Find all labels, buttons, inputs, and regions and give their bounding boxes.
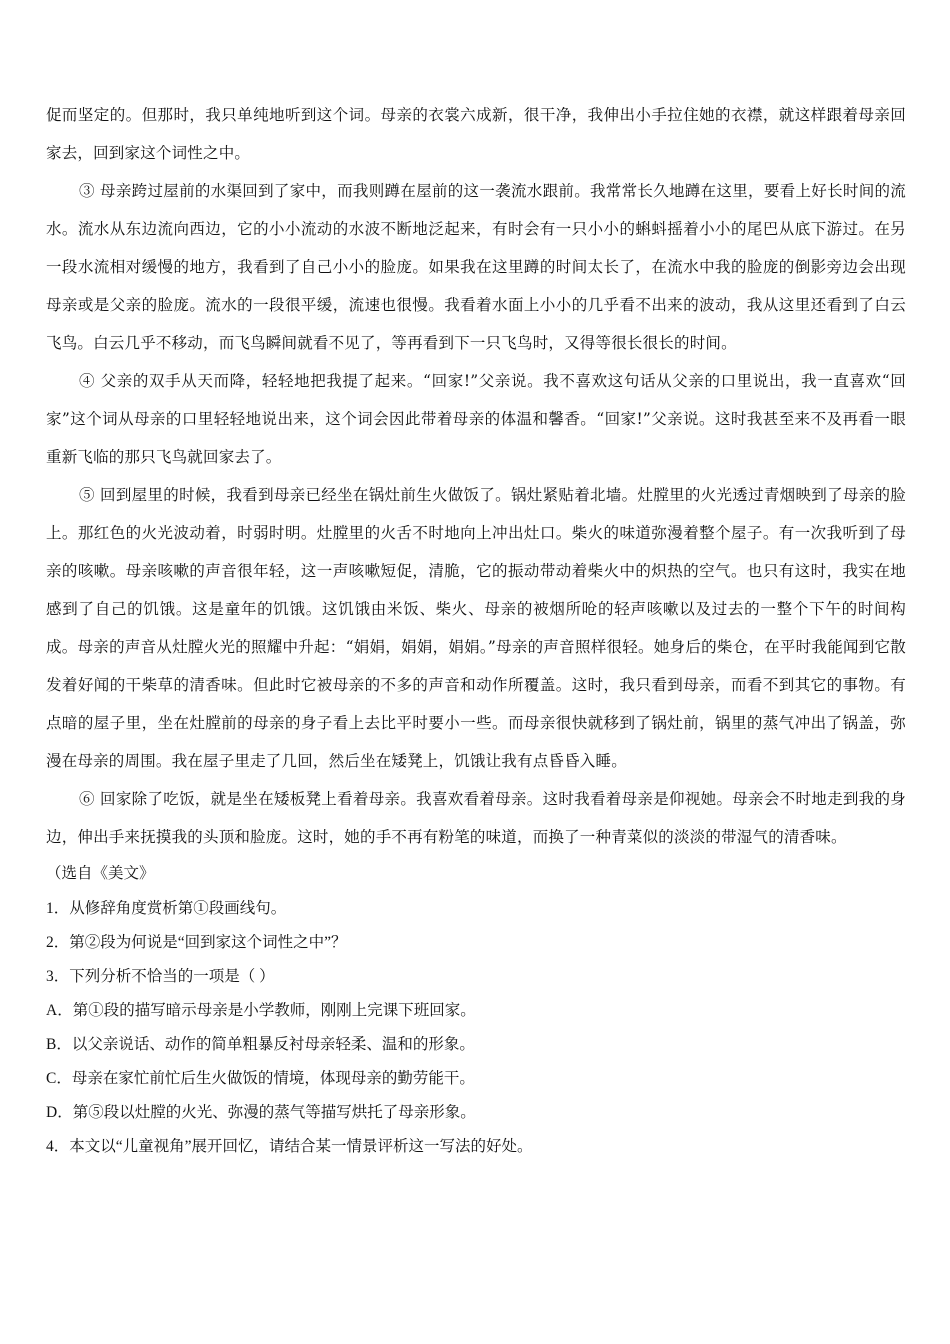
question-3-option-c: C．母亲在家忙前忙后生火做饭的情境，体现母亲的勤劳能干。 <box>46 1070 475 1087</box>
question-1: 1．从修辞角度赏析第①段画线句。 <box>46 900 287 917</box>
article-source: （选自《美文》 <box>46 864 155 882</box>
document-page <box>46 96 906 1164</box>
question-3-option-a: A．第①段的描写暗示母亲是小学教师，刚刚上完课下班回家。 <box>46 1002 476 1019</box>
question-list <box>46 892 906 1164</box>
question-3: 3．下列分析不恰当的一项是（ ） <box>46 968 275 985</box>
article-paragraph-5: ⑤ 回到屋里的时候，我看到母亲已经坐在锅灶前生火做饭了。锅灶紧贴着北墙。灶膛里的火光透过青烟映到了母亲的脸上。那红色的火光波动着，时弱时明。灶膛里的火舌不时地向上冲出灶口。柴火的味道弥漫着整个屋子。有一次我听到了母亲的咳嗽。母亲咳嗽的声音很年轻，这一声咳嗽短促，清脆，它的振动带动着柴火中的炽热的空气。也只有这时，我实在地感到了自己的饥饿。这是童年的饥饿。这饥饿由米饭、柴火、母亲的被烟所呛的轻声咳嗽以及过去的一整个下午的时间构成。母亲的声音从灶膛火光的照耀中升起：“娟娟，娟娟，娟娟。”母亲的声音照样很轻。她身后的柴仓，在平时我能闻到它散发着好闻的干柴草的清香味。但此时它被母亲的不多的声音和动作所覆盖。这时，我只看到母亲，而看不到其它的事物。有点暗的屋子里，坐在灶膛前的母亲的身子看上去比平时要小一些。而母亲很快就移到了锅灶前，锅里的蒸气冲出了锅盖，弥漫在母亲的周围。我在屋子里走了几回，然后坐在矮凳上，饥饿让我有点昏昏入睡。 <box>46 486 906 770</box>
question-3-option-d: D．第⑤段以灶膛的火光、弥漫的蒸气等描写烘托了母亲形象。 <box>46 1104 476 1121</box>
article-paragraph-6: ⑥ 回家除了吃饭，就是坐在矮板凳上看着母亲。我喜欢看着母亲。这时我看着母亲是仰视她。母亲会不时地走到我的身边，伸出手来抚摸我的头顶和脸庞。这时，她的手不再有粉笔的味道，而换了一种青菜似的淡淡的带湿气的清香味。 <box>46 790 906 846</box>
article-paragraph-3: ③ 母亲跨过屋前的水渠回到了家中，而我则蹲在屋前的这一袭流水跟前。我常常长久地蹲在这里，要看上好长时间的流水。流水从东边流向西边，它的小小流动的水波不断地泛起来，有时会有一只小小的蝌蚪摇着小小的尾巴从底下游过。在另一段水流相对缓慢的地方，我看到了自己小小的脸庞。如果我在这里蹲的时间太长了，在流水中我的脸庞的倒影旁边会出现母亲或是父亲的脸庞。流水的一段很平缓，流速也很慢。我看着水面上小小的几乎看不出来的波动，我从这里还看到了白云飞鸟。白云几乎不移动，而飞鸟瞬间就看不见了，等再看到下一只飞鸟时，又得等很长很长的时间。 <box>46 182 906 352</box>
question-2: 2．第②段为何说是“回到家这个词性之中”？ <box>46 934 347 951</box>
article-paragraph-continued: 促而坚定的。但那时，我只单纯地听到这个词。母亲的衣裳六成新，很干净，我伸出小手拉住她的衣襟，就这样跟着母亲回家去，回到家这个词性之中。 <box>46 106 906 162</box>
article-paragraph-4: ④ 父亲的双手从天而降，轻轻地把我提了起来。“回家!”父亲说。我不喜欢这句话从父亲的口里说出，我一直喜欢“回家”这个词从母亲的口里轻轻地说出来，这个词会因此带着母亲的体温和馨香。“回家!”父亲说。这时我甚至来不及再看一眼重新飞临的那只飞鸟就回家去了。 <box>46 372 906 466</box>
question-4: 4．本文以“儿童视角”展开回忆，请结合某一情景评析这一写法的好处。 <box>46 1138 533 1155</box>
question-3-option-b: B．以父亲说话、动作的简单粗暴反衬母亲轻柔、温和的形象。 <box>46 1036 475 1053</box>
